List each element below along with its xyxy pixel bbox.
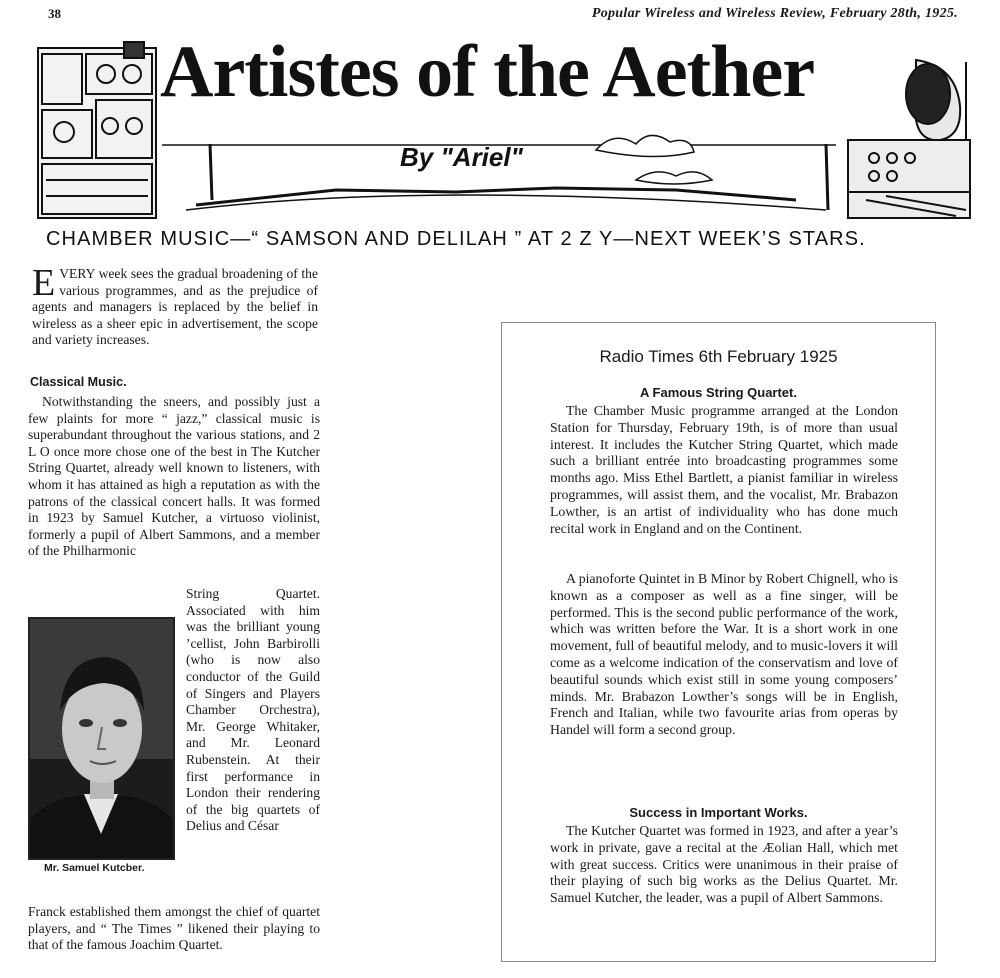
drop-cap: E	[32, 262, 56, 304]
box-paragraph: A pianoforte Quintet in B Minor by Robert Chignell, who is known as a composer as well as a fine singer, will be performed. This is the second public performance of the work, which was written before the War. It is a short work in one movement, full of beautiful melody, and to music-lovers it will come as a welcome indication of the conservatism and love of beautiful sounds which exist still in some young composers’ minds. Mr. Brabazon Lowther’s songs will be in English, French and Italian, while two favourite arias from operas by Handel will form a second group.	[550, 571, 898, 738]
gramophone-illustration	[848, 60, 970, 218]
portrait-drawing	[30, 619, 173, 858]
box-subheading: Success in Important Works.	[629, 805, 808, 820]
box-paragraph: The Chamber Music programme arranged at the London Station for Thursday, February 19th, is of more than usual interest. It includes the Kutcher String Quartet, which made such a brilliant entrée into broadcasting programmes some months ago. Miss Ethel Bartlett, a pianist familiar in wireless programmes, will assist them, and the vocalist, Mr. Brabazon Lowther, is an artist of individuality who has done much recital work in England and on the Continent.	[550, 403, 898, 536]
box-subheading: A Famous String Quartet.	[640, 385, 797, 400]
section-heading: Classical Music.	[30, 375, 127, 389]
radio-times-box	[501, 322, 936, 962]
box-paragraph: The Kutcher Quartet was formed in 1923, and after a year’s work in private, gave a recital at the Æolian Hall, which met with great success. Critics were unanimous in their praise of their playing of such big works as the Delius Quartet. Mr. Samuel Kutcher, the leader, was a pupil of Albert Sammons.	[550, 823, 898, 906]
intro-paragraph	[32, 262, 318, 349]
article-paragraph: Notwithstanding the sneers, and possibly just a few plaints for more “ jazz,” classical music is superabundant throughout the various stations, and 2 L O once more chose one of the best in The Kutcher String Quartet, already well known to listeners, with whom it has attained as high a reputation as with the patrons of the classical concert halls. It was formed in 1923 by Samuel Kutcher, a virtuoso violinist, formerly a pupil of Albert Sammons, and a member of the Philharmonic	[28, 394, 320, 559]
journal-header: Popular Wireless and Wireless Review, February 28th, 1925.	[591, 6, 958, 21]
article-paragraph-wrapped: String Quartet. Associated with him was the brilliant young ’cellist, John Barbirolli (who is now also conductor of the Guild of Singers and Players Chamber Orchestra), Mr. George Whitaker, and Mr. Leonard Rubenstein. At their first performance in London their rendering of the big quartets of Delius and César	[186, 586, 320, 834]
box-heading: Radio Times 6th February 1925	[599, 347, 838, 366]
intro-text: VERY week sees the gradual broadening of the various programmes, and as the prejudice of agents and managers is replaced by the belief in wireless as a sheer epic in advertisement, the scope and variety increases.	[32, 266, 318, 348]
page-number: 38	[48, 6, 61, 21]
article-subheadline: CHAMBER MUSIC—“ SAMSON AND DELILAH ” AT 2 Z Y—NEXT WEEK’S STARS.	[46, 228, 866, 250]
portrait-photo	[28, 617, 175, 860]
masthead-byline: By "Ariel"	[400, 142, 523, 172]
masthead-title: Artistes of the Aether	[160, 31, 815, 113]
article-paragraph-closing: Franck established them amongst the chief of quartet players, and “ The Times ” likened their playing to that of the famous Joachim Quartet.	[28, 904, 320, 953]
photo-caption: Mr. Samuel Kutcber.	[44, 862, 145, 874]
radio-tower-illustration	[38, 42, 156, 218]
